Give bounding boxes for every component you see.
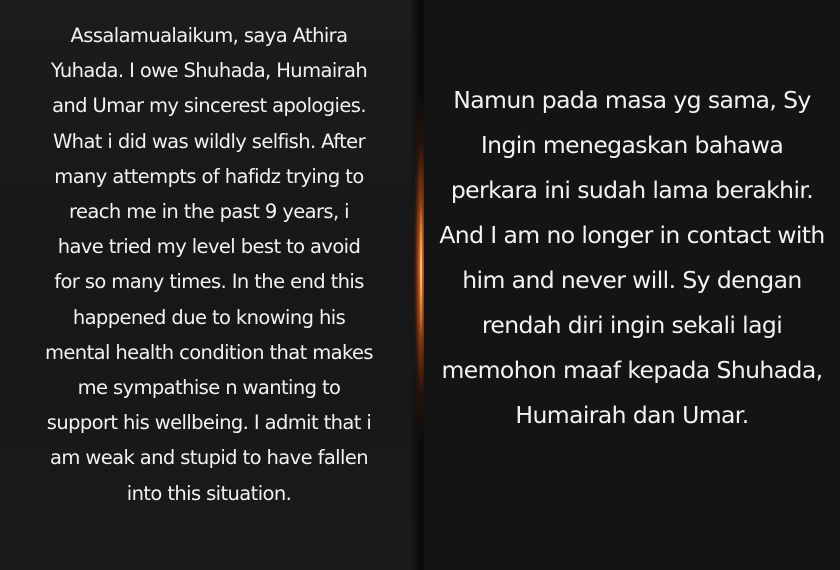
right-story-panel [424, 0, 840, 570]
left-statement-text: Assalamualaikum, saya Athira Yuhada. I owe Shuhada, Humairah and Umar my sincerest apologies. What i did was wildly selfish. After many attempts of hafidz trying to reach me in the past 9 years, i have tried my level best to avoid for so many times. In the end this happened due to knowing his mental health condition that makes me sympathise n wanting to support his wellbeing. I admit that i am weak and stupid to have fallen into this situation. [45, 24, 373, 505]
left-story-panel [0, 0, 418, 570]
right-statement-text: Namun pada masa yg sama, Sy Ingin menegaskan bahawa perkara ini sudah lama berakhir. And I am no longer in contact with him and never will. Sy dengan rendah diri ingin sekali lagi memohon maaf kepada Shuhada, Humairah dan Umar. [439, 86, 825, 429]
divider-light-streak [420, 200, 422, 340]
